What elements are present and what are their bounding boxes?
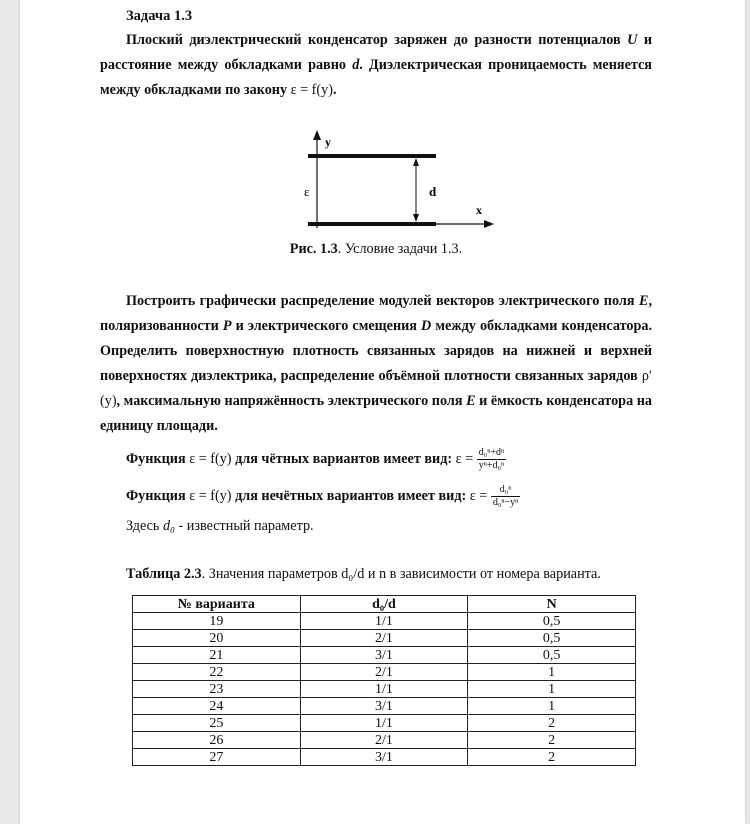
table-row: 27 3/1 2 <box>133 749 636 766</box>
y-axis-arrow <box>313 130 321 140</box>
table-row: 19 1/1 0,5 <box>133 613 636 630</box>
d-arrow-bottom <box>413 214 419 222</box>
parameter-note: Здесь d₀ - известный параметр. <box>126 518 314 534</box>
table-row: 23 1/1 1 <box>133 681 636 698</box>
header-n: N <box>468 596 636 613</box>
law-formula: ε = f(y) <box>290 82 333 98</box>
variants-table <box>132 595 636 766</box>
top-plate <box>308 154 436 158</box>
table-row: 20 2/1 0,5 <box>133 630 636 647</box>
even-function-line: Функция ε = f(y) для чётных вариантов имеет вид: ε = $\frac{\text{d₀ⁿ+dⁿ}}{\text{yⁿ+d₀ⁿ}}$ <box>126 447 505 471</box>
intro-text-2: и расстояние между обкладками равно <box>100 32 652 73</box>
capacitor-figure <box>280 128 500 236</box>
d-arrow-top <box>413 158 419 166</box>
table-caption-bold: Таблица 2.3 <box>126 566 202 582</box>
table-header-row <box>133 596 636 613</box>
rho-formula: ρ′(y) <box>100 368 652 409</box>
intro-text-4: . <box>332 82 337 98</box>
var-d: d <box>352 57 360 73</box>
var-D: D <box>421 318 432 334</box>
figure-caption <box>100 241 652 258</box>
task-title: Задача 1.3 <box>126 8 193 24</box>
header-variant: № варианта <box>133 596 301 613</box>
x-axis-label: x <box>476 203 482 217</box>
d-label: d <box>429 184 437 199</box>
epsilon-label: ε <box>304 184 310 199</box>
table-row: 25 1/1 2 <box>133 715 636 732</box>
table-caption-rest: . Значения параметров d₀/d и n в зависимости от номера варианта. <box>201 566 601 582</box>
odd-function-line: Функция ε = f(y) для нечётных вариантов имеет вид: ε = $\frac{\text{d₀ⁿ}}{\text{d₀ⁿ−yⁿ}}$ <box>126 484 519 508</box>
even-fraction: $\frac{\text{d₀ⁿ+dⁿ}}{\text{yⁿ+d₀ⁿ}}$ <box>478 447 505 471</box>
y-axis-label: y <box>325 135 331 149</box>
x-axis-arrow <box>484 220 494 228</box>
table-caption <box>126 566 601 583</box>
table-row: 21 3/1 0,5 <box>133 647 636 664</box>
even-func: ε = f(y) <box>189 450 232 467</box>
intro-paragraph <box>100 28 652 103</box>
caption-rest: . Условие задачи 1.3. <box>337 241 463 257</box>
var-U: U <box>627 32 638 48</box>
table-row: 26 2/1 2 <box>133 732 636 749</box>
task-paragraph: Построить графически распределение модулей векторов электрического поля E, поляризованности P и электрического смещения D между обкладками конденсатора. Определить поверхностную плотность связанных зарядов на нижней и верхней поверхностях диэлектрика, распределение объёмной плотности связанных зарядов ρ′(y), максимальную напряжённость электрического поля E и ёмкость конденсатора на единицу площади. <box>100 293 652 434</box>
odd-func: ε = f(y) <box>189 487 232 504</box>
table-row: 24 3/1 1 <box>133 698 636 715</box>
var-P: P <box>222 318 232 334</box>
bottom-plate <box>308 222 436 226</box>
header-d0d: d₀/d <box>300 596 468 613</box>
var-d0: d₀ <box>162 518 175 534</box>
var-E: E <box>638 293 649 309</box>
odd-fraction: $\frac{\text{d₀ⁿ}}{\text{d₀ⁿ−yⁿ}}$ <box>492 484 519 508</box>
intro-text-3: . Диэлектрическая проницаемость меняется между обкладками по закону <box>100 57 652 98</box>
intro-text-1: Плоский диэлектрический конденсатор заряжен до разности потенциалов <box>126 32 628 48</box>
table-row: 22 2/1 1 <box>133 664 636 681</box>
caption-bold: Рис. 1.3 <box>289 241 338 257</box>
var-E-max: E <box>466 393 476 409</box>
